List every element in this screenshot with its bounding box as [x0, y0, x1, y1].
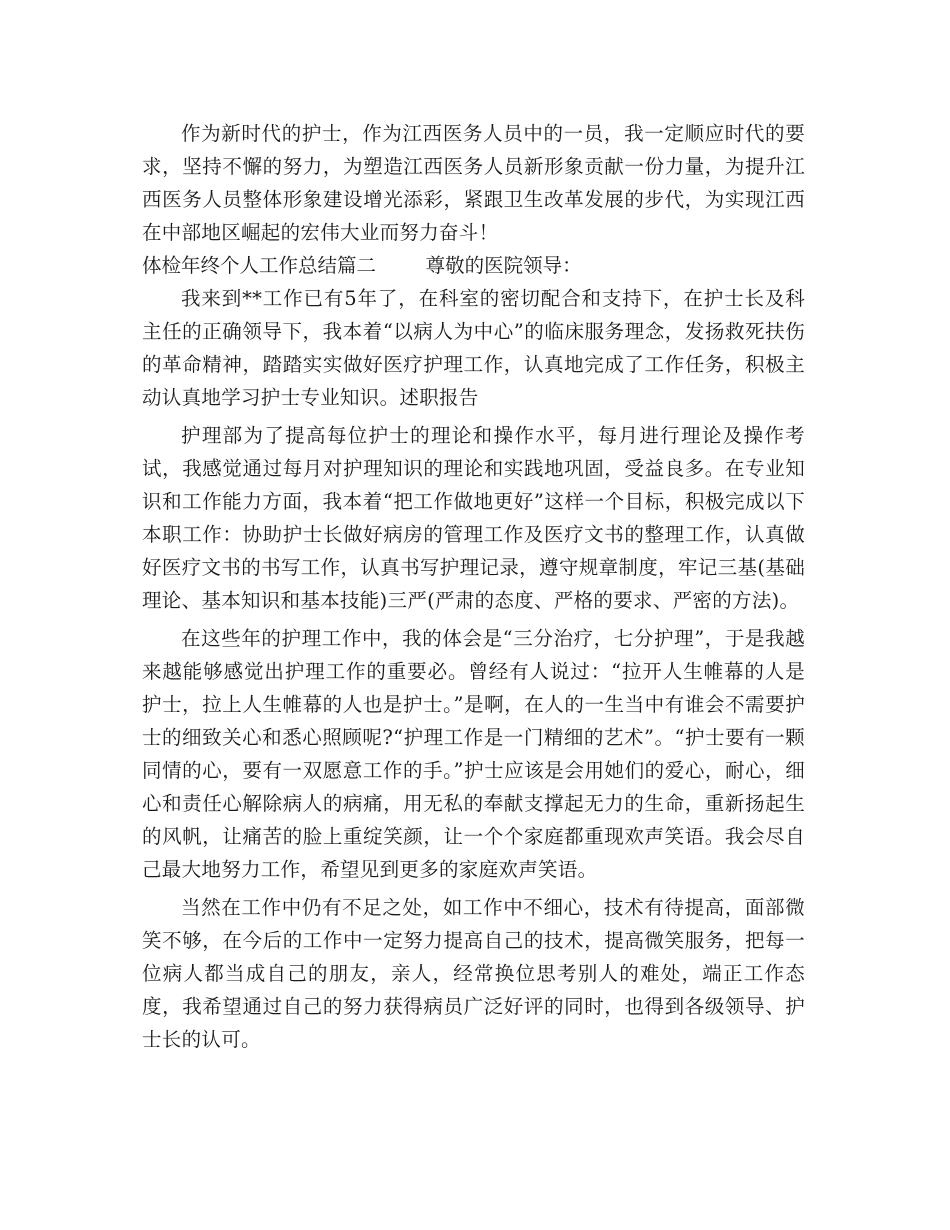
section-title: 体检年终个人工作总结篇二: [142, 254, 377, 277]
paragraph-training: 护理部为了提高每位护士的理论和操作水平，每月进行理论及操作考试，我感觉通过每月对护理知识的理论和实践地巩固，受益良多。在专业知识和工作能力方面，我本着“把工作做地更好”这样一个目标，积极完成以下本职工作：协助护士长做好病房的管理工作及医疗文书的整理工作，认真做好医疗文书的书写工作，认真书写护理记录，遵守规章制度，牢记三基(基础理论、基本知识和基本技能)三严(严肃的态度、严格的要求、严密的方法)。: [142, 424, 805, 612]
paragraph-experience: 在这些年的护理工作中，我的体会是“三分治疗，七分护理”，于是我越来越能够感觉出护理工作的重要必。曾经有人说过：“拉开人生帷幕的人是护士，拉上人生帷幕的人也是护士。”是啊，在人的一生当中有谁会不需要护士的细致关心和悉心照顾呢?“护理工作是一门精细的艺术”。“护士要有一颗同情的心，要有一双愿意工作的手。”护士应该是会用她们的爱心，耐心，细心和责任心解除病人的病痛，用无私的奉献支撑起无力的生命，重新扬起生的风帆，让痛苦的脸上重绽笑颜，让一个个家庭都重现欢声笑语。我会尽自己最大地努力工作，希望见到更多的家庭欢声笑语。: [142, 627, 805, 881]
paragraph-shortcomings: 当然在工作中仍有不足之处，如工作中不细心，技术有待提高，面部微笑不够，在今后的工作中一定努力提高自己的技术，提高微笑服务，把每一位病人都当成自己的朋友，亲人，经常换位思考别人的难处，端正工作态度，我希望通过自己的努力获得病员广泛好评的同时，也得到各级领导、护士长的认可。: [142, 896, 805, 1051]
section-heading-line: [142, 249, 805, 282]
paragraph-intro: 作为新时代的护士，作为江西医务人员中的一员，我一定顺应时代的要求，坚持不懈的努力，为塑造江西医务人员新形象贡献一份力量，为提升江西医务人员整体形象建设增光添彩，紧跟卫生改革发展的步代，为实现江西在中部地区崛起的宏伟大业而努力奋斗！: [142, 122, 805, 244]
document-page: [142, 117, 805, 1056]
paragraph-work-years: 我来到**工作已有5年了，在科室的密切配合和支持下，在护士长及科主任的正确领导下，我本着“以病人为中心”的临床服务理念，发扬救死扶伤的革命精神，踏踏实实做好医疗护理工作，认真地完成了工作任务，积极主动认真地学习护士专业知识。述职报告: [142, 287, 805, 409]
salutation: 尊敬的医院领导：: [425, 254, 582, 277]
